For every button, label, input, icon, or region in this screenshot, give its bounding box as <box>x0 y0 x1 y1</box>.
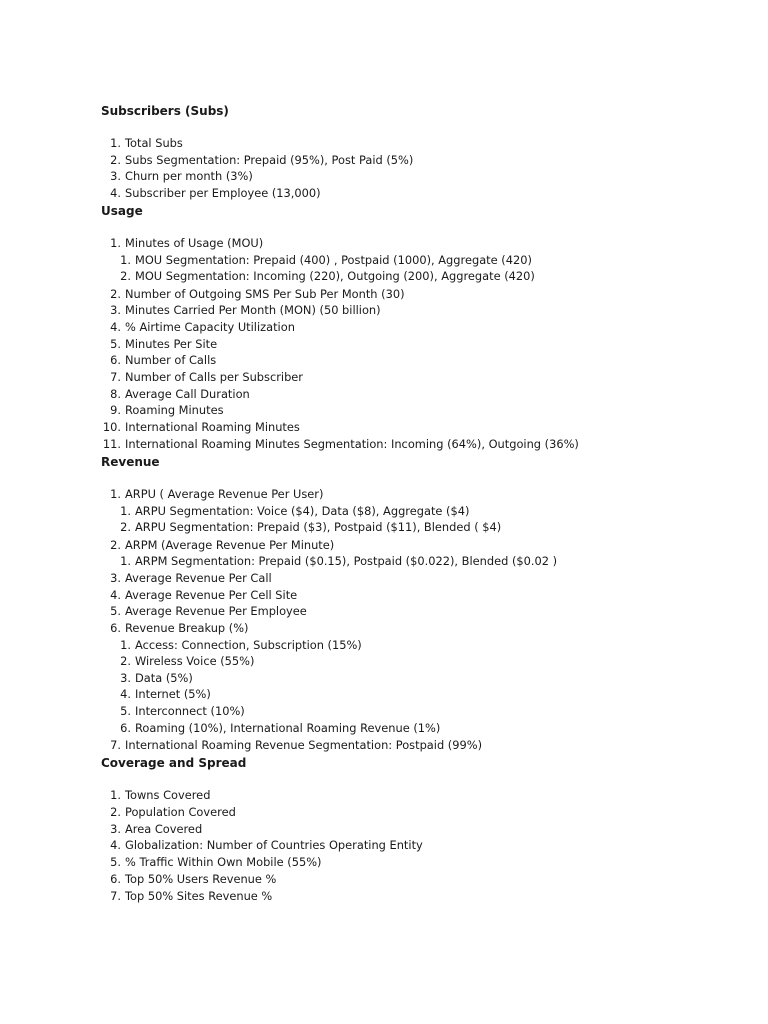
list-number: 8. <box>110 387 121 401</box>
list-item-text: Internet (5%) <box>135 687 211 701</box>
list-item-text: Top 50% Sites Revenue % <box>125 889 273 903</box>
list-item <box>100 737 482 753</box>
list-number: 6. <box>110 353 121 367</box>
list-number: 1. <box>120 253 131 267</box>
list-number: 7. <box>110 370 121 384</box>
list-item <box>100 152 413 168</box>
list-number: 1. <box>110 487 121 501</box>
list-number: 2. <box>110 805 121 819</box>
list-item-text: Total Subs <box>125 136 183 150</box>
list-number: 5. <box>120 704 131 718</box>
list-item-text: Revenue Breakup (%) <box>125 621 249 635</box>
list-item-text: Average Revenue Per Cell Site <box>125 588 298 602</box>
list-item <box>100 821 202 837</box>
list-item-text: % Traffic Within Own Mobile (55%) <box>125 855 322 869</box>
list-number: 10. <box>102 420 121 434</box>
list-number: 6. <box>120 721 131 735</box>
list-item <box>100 235 263 251</box>
list-item-text: Subs Segmentation: Prepaid (95%), Post Paid (5%) <box>125 153 414 167</box>
list-item-text: Population Covered <box>125 805 236 819</box>
list-item-text: ARPU Segmentation: Voice ($4), Data ($8), Aggregate ($4) <box>135 504 470 518</box>
list-item-text: ARPU Segmentation: Prepaid ($3), Postpaid ($11), Blended ( $4) <box>135 520 502 534</box>
list-item <box>100 185 321 201</box>
list-item-text: Roaming (10%), International Roaming Revenue (1%) <box>135 721 441 735</box>
list-number: 3. <box>120 671 131 685</box>
list-item-text: Area Covered <box>125 822 203 836</box>
list-item-text: International Roaming Minutes <box>125 420 300 434</box>
list-item-text: Data (5%) <box>135 671 193 685</box>
list-number: 5. <box>110 337 121 351</box>
list-item <box>100 804 236 820</box>
list-item-text: Minutes of Usage (MOU) <box>125 236 264 250</box>
list-item-text: Number of Calls <box>125 353 217 367</box>
list-item-text: Globalization: Number of Countries Operating Entity <box>125 838 423 852</box>
list-number: 7. <box>110 738 121 752</box>
section-heading-revenue: Revenue <box>101 455 160 469</box>
list-item-text: Top 50% Users Revenue % <box>125 872 277 886</box>
list-number: 5. <box>110 855 121 869</box>
list-item-text: Average Revenue Per Call <box>125 571 272 585</box>
list-number: 1. <box>120 554 131 568</box>
list-item <box>100 319 295 335</box>
list-number: 6. <box>110 872 121 886</box>
list-number: 4. <box>110 838 121 852</box>
list-item-text: Number of Calls per Subscriber <box>125 370 303 384</box>
list-number: 3. <box>110 571 121 585</box>
list-number: 2. <box>110 153 121 167</box>
list-item-text: Wireless Voice (55%) <box>135 654 255 668</box>
list-item-text: International Roaming Minutes Segmentation: Incoming (64%), Outgoing (36%) <box>125 437 579 451</box>
list-number: 11. <box>102 437 121 451</box>
list-item-text: Subscriber per Employee (13,000) <box>125 186 321 200</box>
list-item <box>100 888 272 904</box>
list-item <box>100 168 253 184</box>
list-item-text: Average Revenue Per Employee <box>125 604 307 618</box>
list-item <box>100 837 423 853</box>
list-number: 4. <box>120 687 131 701</box>
list-number: 3. <box>110 169 121 183</box>
list-number: 2. <box>120 654 131 668</box>
list-item-text: Roaming Minutes <box>125 403 224 417</box>
section-heading-coverage: Coverage and Spread <box>101 756 247 770</box>
list-item <box>100 587 297 603</box>
sub-list-item <box>112 703 245 719</box>
list-number: 4. <box>110 320 121 334</box>
list-item-text: Minutes Carried Per Month (MON) (50 billion) <box>125 303 381 317</box>
list-item <box>100 286 405 302</box>
list-number: 3. <box>110 303 121 317</box>
sub-list-item <box>112 637 362 653</box>
list-item-text: ARPM (Average Revenue Per Minute) <box>125 538 335 552</box>
list-number: 1. <box>110 236 121 250</box>
sub-list-item <box>112 686 211 702</box>
list-number: 1. <box>120 504 131 518</box>
list-item-text: Interconnect (10%) <box>135 704 245 718</box>
list-number: 2. <box>120 520 131 534</box>
list-number: 1. <box>110 136 121 150</box>
list-item <box>100 854 321 870</box>
list-item-text: Average Call Duration <box>125 387 250 401</box>
sub-list-item <box>112 553 557 569</box>
list-item <box>100 135 183 151</box>
list-item <box>100 419 300 435</box>
list-number: 9. <box>110 403 121 417</box>
sub-list-item <box>112 670 193 686</box>
list-number: 2. <box>110 287 121 301</box>
list-item <box>100 352 216 368</box>
sub-list-item <box>112 653 254 669</box>
list-item <box>100 336 217 352</box>
list-number: 2. <box>110 538 121 552</box>
list-number: 3. <box>110 822 121 836</box>
list-number: 7. <box>110 889 121 903</box>
list-item-text: Minutes Per Site <box>125 337 218 351</box>
list-item <box>100 486 323 502</box>
list-item-text: MOU Segmentation: Incoming (220), Outgoing (200), Aggregate (420) <box>135 269 535 283</box>
list-item <box>100 537 334 553</box>
list-item-text: Number of Outgoing SMS Per Sub Per Month (30) <box>125 287 405 301</box>
list-number: 4. <box>110 588 121 602</box>
list-number: 2. <box>120 269 131 283</box>
list-number: 1. <box>110 788 121 802</box>
list-item <box>100 369 303 385</box>
list-item <box>100 620 249 636</box>
list-item-text: MOU Segmentation: Prepaid (400) , Postpaid (1000), Aggregate (420) <box>135 253 532 267</box>
list-item <box>100 436 579 452</box>
sub-list-item <box>112 503 469 519</box>
list-item <box>100 570 272 586</box>
section-heading-usage: Usage <box>101 204 143 218</box>
list-item-text: ARPM Segmentation: Prepaid ($0.15), Postpaid ($0.022), Blended ($0.02 ) <box>135 554 558 568</box>
list-item <box>100 386 250 402</box>
list-item <box>100 787 210 803</box>
list-item <box>100 402 224 418</box>
list-item-text: ARPU ( Average Revenue Per User) <box>125 487 324 501</box>
list-item <box>100 603 307 619</box>
sub-list-item <box>112 268 535 284</box>
list-item-text: % Airtime Capacity Utilization <box>125 320 295 334</box>
list-item-text: International Roaming Revenue Segmentation: Postpaid (99%) <box>125 738 483 752</box>
sub-list-item <box>112 720 440 736</box>
list-number: 6. <box>110 621 121 635</box>
list-number: 5. <box>110 604 121 618</box>
section-heading-subscribers: Subscribers (Subs) <box>101 104 229 118</box>
list-item <box>100 871 276 887</box>
list-number: 1. <box>120 638 131 652</box>
list-number: 4. <box>110 186 121 200</box>
list-item <box>100 302 381 318</box>
list-item-text: Towns Covered <box>125 788 211 802</box>
sub-list-item <box>112 519 501 535</box>
list-item-text: Access: Connection, Subscription (15%) <box>135 638 362 652</box>
list-item-text: Churn per month (3%) <box>125 169 253 183</box>
sub-list-item <box>112 252 532 268</box>
